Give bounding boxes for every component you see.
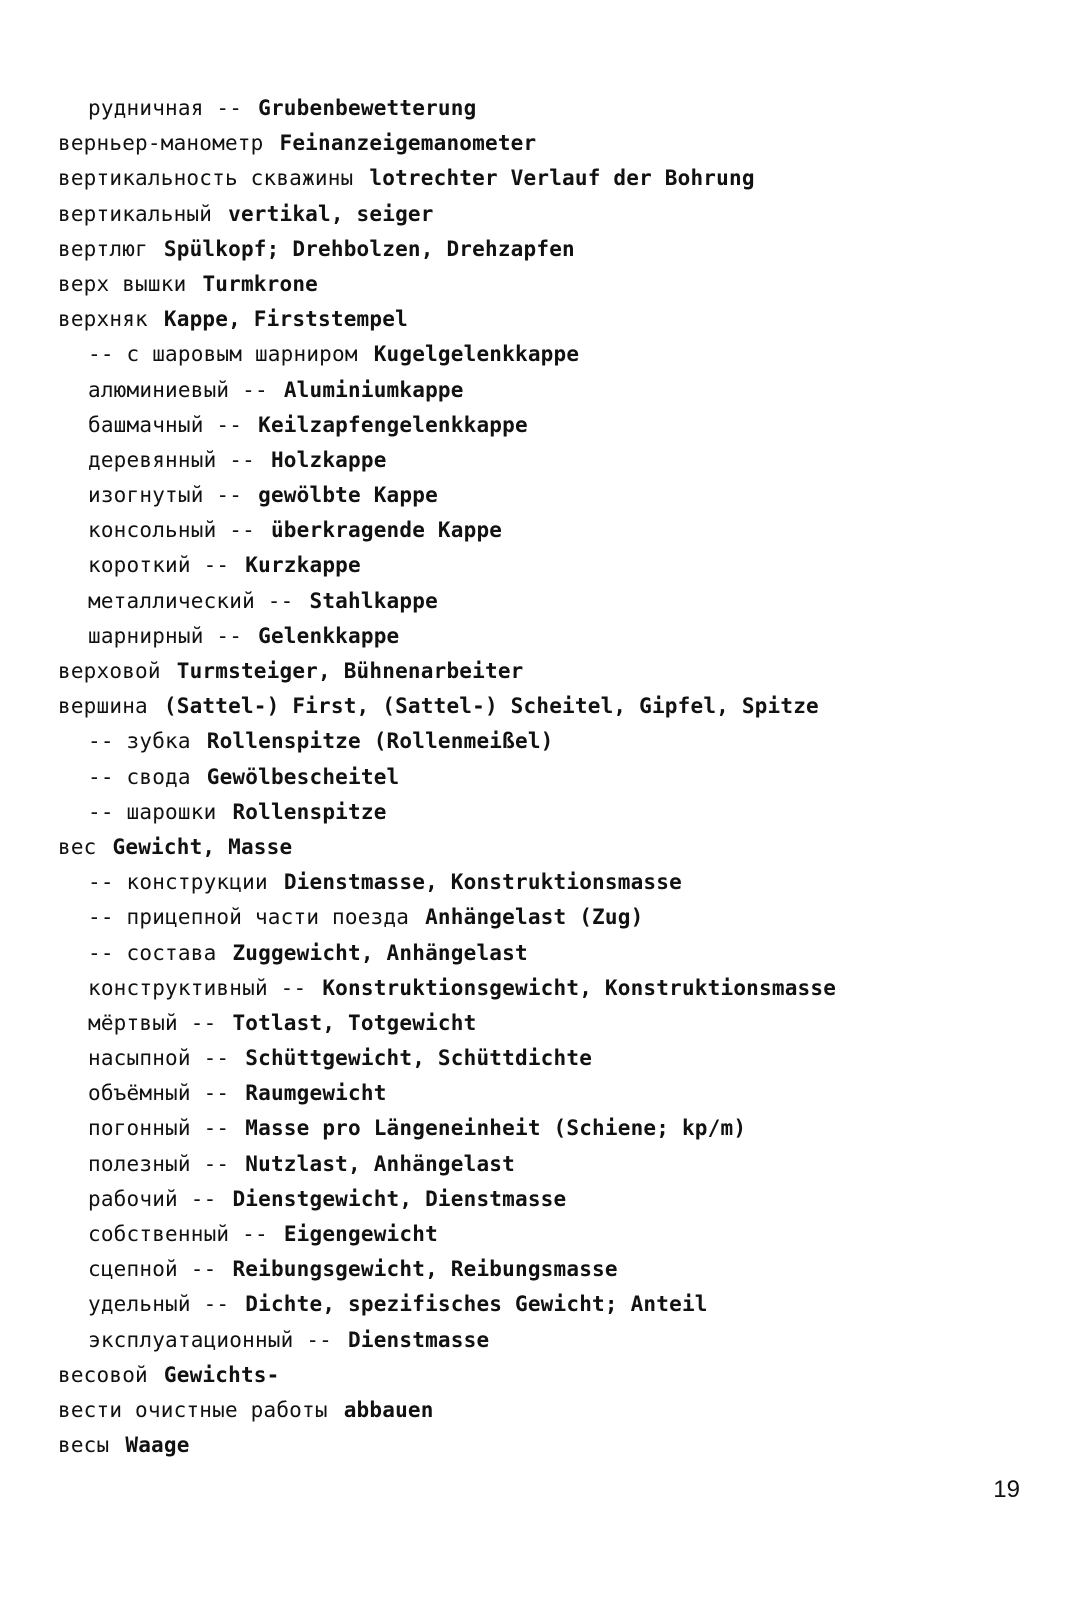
russian-term: изогнутый --	[88, 483, 243, 508]
russian-term: верхняк	[58, 307, 148, 332]
dictionary-entry	[58, 1006, 1048, 1041]
german-translation: Masse pro Längeneinheit (Schiene; kp/m)	[245, 1116, 747, 1141]
dictionary-entry	[58, 1287, 1048, 1322]
dictionary-entry	[58, 584, 1048, 619]
russian-term: конструктивный --	[88, 975, 307, 1000]
german-translation: Stahlkappe	[309, 588, 438, 613]
german-translation: Raumgewicht	[245, 1081, 387, 1106]
dictionary-entry	[58, 1147, 1048, 1182]
german-translation: Feinanzeigemanometer	[279, 131, 537, 156]
german-translation: Schüttgewicht, Schüttdichte	[245, 1046, 593, 1071]
dictionary-entry	[58, 1041, 1048, 1076]
dictionary-entry	[58, 161, 1048, 196]
german-translation: Gelenkkappe	[258, 623, 400, 648]
german-translation: Grubenbewetterung	[258, 96, 477, 120]
dictionary-entry	[58, 478, 1048, 513]
russian-term: металлический --	[88, 588, 294, 613]
dictionary-entry	[58, 830, 1048, 865]
german-translation: Totlast, Totgewicht	[232, 1010, 477, 1035]
dictionary-entry	[58, 337, 1048, 372]
dictionary-entry	[58, 1076, 1048, 1111]
german-translation: Waage	[125, 1433, 190, 1458]
russian-term: башмачный --	[88, 412, 243, 437]
german-translation: Keilzapfengelenkkappe	[258, 412, 528, 437]
german-translation: lotrechter Verlauf der Bohrung	[369, 166, 755, 191]
russian-term: верньер-манометр	[58, 131, 264, 156]
german-translation: Reibungsgewicht, Reibungsmasse	[232, 1257, 618, 1282]
german-translation: Kugelgelenkkappe	[373, 342, 580, 367]
dictionary-entry	[58, 1252, 1048, 1287]
dictionary-entry	[58, 1428, 1048, 1463]
russian-term: шарнирный --	[88, 623, 243, 648]
russian-term: верх вышки	[58, 271, 187, 296]
dictionary-entry	[58, 865, 1048, 900]
german-translation: vertikal, seiger	[228, 201, 434, 226]
russian-term: верховой	[58, 659, 161, 683]
dictionary-entries	[58, 91, 1048, 1463]
russian-term: весы	[58, 1433, 110, 1458]
german-translation: Anhängelast (Zug)	[425, 905, 644, 930]
german-translation: Kurzkappe	[245, 553, 361, 578]
dictionary-entry	[58, 724, 1048, 759]
russian-term: собственный --	[88, 1222, 268, 1246]
russian-term: -- с шаровым шарниром	[88, 342, 358, 367]
dictionary-entry	[58, 760, 1048, 795]
russian-term: -- зубка	[88, 729, 191, 754]
dictionary-entry	[58, 1393, 1048, 1428]
dictionary-entry	[58, 1358, 1048, 1393]
russian-term: рабочий --	[88, 1186, 217, 1211]
dictionary-entry	[58, 408, 1048, 443]
german-translation: Turmkrone	[202, 271, 319, 296]
german-translation: Dienstgewicht, Dienstmasse	[232, 1186, 567, 1211]
german-translation: (Sattel-) First, (Sattel-) Scheitel, Gipfel, Spitze	[163, 694, 819, 719]
german-translation: Holzkappe	[270, 447, 387, 472]
dictionary-entry	[58, 900, 1048, 935]
dictionary-entry	[58, 1323, 1048, 1358]
german-translation: Nutzlast, Anhängelast	[245, 1151, 515, 1176]
russian-term: вертлюг	[58, 236, 148, 261]
russian-term: рудничная --	[88, 96, 243, 120]
german-translation: Rollenspitze	[232, 799, 387, 824]
russian-term: деревянный --	[88, 447, 255, 472]
german-translation: Aluminiumkappe	[283, 377, 464, 402]
german-translation: Turmsteiger, Bühnenarbeiter	[176, 659, 524, 683]
dictionary-entry	[58, 126, 1048, 161]
dictionary-entry	[58, 267, 1048, 302]
russian-term: -- прицепной части поезда	[88, 905, 410, 930]
german-translation: Rollenspitze (Rollenmeißel)	[206, 729, 554, 754]
russian-term: короткий --	[88, 553, 230, 578]
russian-term: алюминиевый --	[88, 377, 268, 402]
russian-term: погонный --	[88, 1116, 230, 1141]
dictionary-entry	[58, 971, 1048, 1006]
page-number: 19	[993, 1476, 1020, 1503]
german-translation: Dienstmasse, Konstruktionsmasse	[283, 870, 682, 895]
dictionary-entry	[58, 91, 1048, 126]
russian-term: удельный --	[88, 1292, 230, 1317]
dictionary-entry	[58, 689, 1048, 724]
dictionary-entry	[58, 302, 1048, 337]
russian-term: -- конструкции	[88, 870, 268, 895]
dictionary-entry	[58, 513, 1048, 548]
russian-term: вершина	[58, 694, 148, 719]
russian-term: полезный --	[88, 1151, 230, 1176]
russian-term: эксплуатационный --	[88, 1327, 333, 1352]
russian-term: насыпной --	[88, 1046, 230, 1071]
russian-term: вести очистные работы	[58, 1397, 328, 1422]
dictionary-entry	[58, 1111, 1048, 1146]
russian-term: -- состава	[88, 940, 217, 965]
dictionary-entry	[58, 795, 1048, 830]
german-translation: Spülkopf; Drehbolzen, Drehzapfen	[163, 236, 575, 261]
dictionary-entry	[58, 197, 1048, 232]
german-translation: Kappe, Firststempel	[163, 307, 408, 332]
german-translation: Dienstmasse	[348, 1327, 490, 1352]
dictionary-entry	[58, 232, 1048, 267]
german-translation: Dichte, spezifisches Gewicht; Anteil	[245, 1292, 708, 1317]
russian-term: -- шарошки	[88, 799, 217, 824]
russian-term: объёмный --	[88, 1081, 230, 1106]
russian-term: консольный --	[88, 518, 255, 543]
dictionary-entry	[58, 936, 1048, 971]
german-translation: Konstruktionsgewicht, Konstruktionsmasse	[322, 975, 837, 1000]
russian-term: -- свода	[88, 764, 191, 789]
dictionary-entry	[58, 373, 1048, 408]
russian-term: сцепной --	[88, 1257, 217, 1282]
german-translation: überkragende Kappe	[270, 518, 503, 543]
dictionary-entry	[58, 619, 1048, 654]
german-translation: Zuggewicht, Anhängelast	[232, 940, 528, 965]
german-translation: Gewichts-	[163, 1362, 280, 1387]
dictionary-entry	[58, 548, 1048, 583]
russian-term: вес	[58, 834, 97, 859]
german-translation: abbauen	[343, 1397, 434, 1422]
russian-term: вертикальность скважины	[58, 166, 354, 191]
dictionary-entry	[58, 1182, 1048, 1217]
russian-term: весовой	[58, 1362, 148, 1387]
dictionary-entry	[58, 654, 1048, 689]
dictionary-entry	[58, 443, 1048, 478]
german-translation: Gewicht, Masse	[112, 834, 293, 859]
dictionary-entry	[58, 1217, 1048, 1252]
russian-term: вертикальный	[58, 201, 213, 226]
german-translation: Eigengewicht	[283, 1222, 438, 1246]
russian-term: мёртвый --	[88, 1010, 217, 1035]
german-translation: gewölbte Kappe	[258, 483, 438, 508]
german-translation: Gewölbescheitel	[206, 764, 400, 789]
